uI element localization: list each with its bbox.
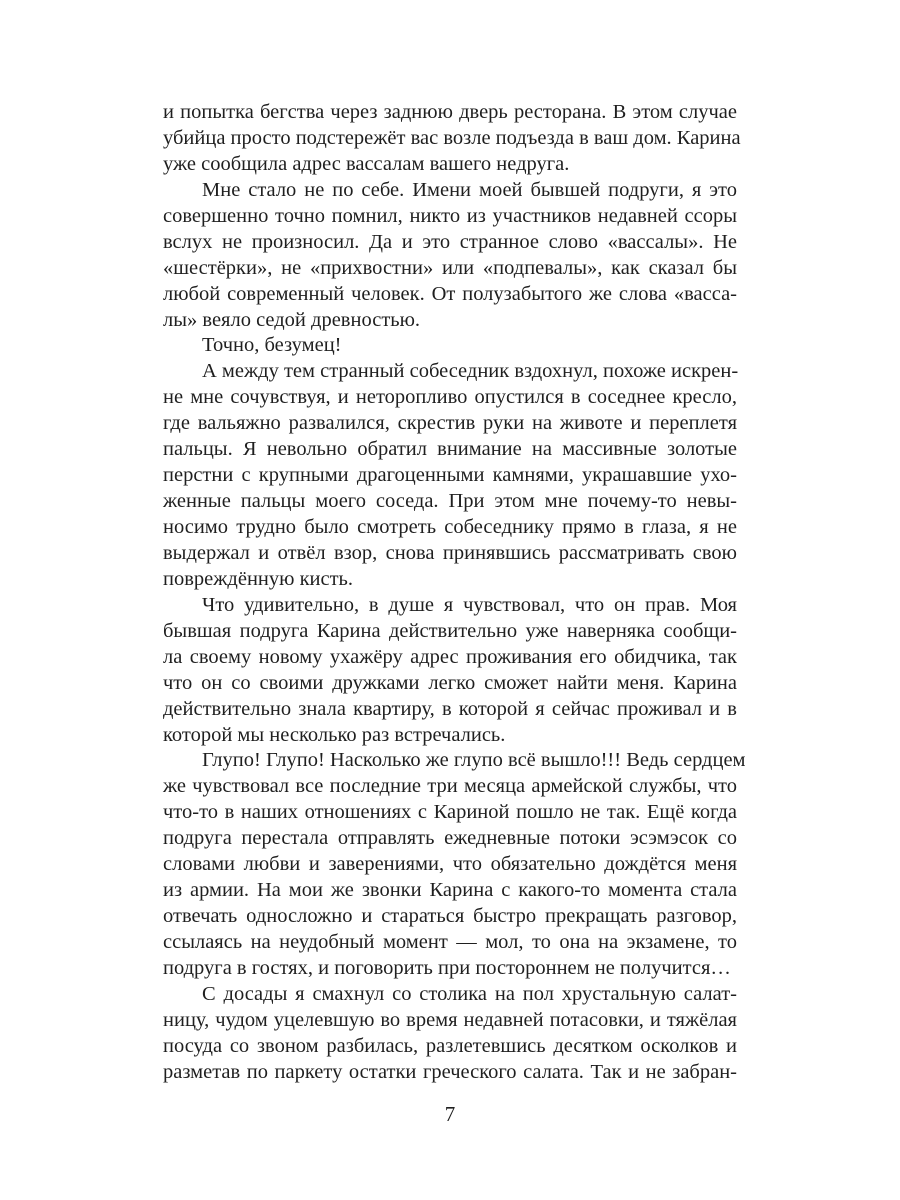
text-line: ла своему новому ухажёру адрес проживания его обидчика, так — [163, 645, 737, 668]
text-line: выдержал и отвёл взор, снова принявшись рассматривать свою — [163, 541, 737, 564]
text-line: подруга в гостях, и поговорить при постороннем не получится… — [163, 956, 731, 979]
text-line: С досады я смахнул со столика на пол хрустальную салат- — [202, 982, 737, 1005]
text-line: бывшая подруга Карина действительно уже наверняка сообщи- — [163, 619, 737, 642]
paragraph-6 — [163, 748, 746, 981]
text-line: совершенно точно помнил, никто из участников недавней ссоры — [163, 204, 737, 227]
text-line: словами любви и заверениями, что обязательно дождётся меня — [163, 853, 737, 876]
text-line: перстни с крупными драгоценными камнями, украшавшие ухо- — [163, 464, 737, 487]
text-line: женные пальцы моего соседа. При этом мне почему-то невы- — [163, 490, 737, 513]
text-line: Что удивительно, в душе я чувствовал, что он прав. Моя — [202, 593, 737, 616]
text-line: Мне стало не по себе. Имени моей бывшей подруги, я это — [202, 178, 737, 201]
text-line: уже сообщила адрес вассалам вашего недруга. — [163, 152, 570, 175]
paragraph-5 — [163, 593, 737, 749]
text-line: и попытка бегства через заднюю дверь ресторана. В этом случае — [163, 101, 737, 123]
paragraph-1 — [163, 100, 741, 178]
paragraph-3 — [163, 333, 737, 359]
paragraph-2 — [163, 178, 737, 334]
paragraph-4 — [163, 359, 737, 592]
text-line: посуда со звоном разбилась, разлетевшись десятком осколков и — [163, 1034, 737, 1057]
text-line: пальцы. Я невольно обратил внимание на массивные золотые — [163, 438, 737, 461]
text-line: не мне сочувствуя, и неторопливо опустился в соседнее кресло, — [163, 386, 737, 409]
text-line: любой современный человек. От полузабытого же слова «васса- — [163, 282, 737, 305]
text-line: ницу, чудом уцелевшую во время недавней потасовки, и тяжёлая — [163, 1008, 737, 1031]
body-text — [163, 100, 746, 1086]
text-line: разметав по паркету остатки греческого салата. Так и не забран- — [163, 1060, 737, 1083]
text-line: же чувствовал все последние три месяца армейской службы, что — [163, 775, 737, 798]
text-line: где вальяжно развалился, скрестив руки на животе и переплетя — [163, 412, 737, 435]
text-line: носимо трудно было смотреть собеседнику прямо в глаза, я не — [163, 516, 737, 538]
text-line: что он со своими дружками легко сможет найти меня. Карина — [163, 671, 737, 694]
text-line: Глупо! Глупо! Насколько же глупо всё вышло!!! Ведь сердцем — [202, 749, 746, 772]
text-line: отвечать односложно и стараться быстро прекращать разговор, — [163, 905, 737, 928]
text-line: из армии. На мои же звонки Карина с какого-то момента стала — [163, 879, 737, 902]
text-line: которой мы несколько раз встречались. — [163, 723, 506, 746]
text-line: действительно знала квартиру, в которой я сейчас проживал и в — [163, 697, 737, 720]
text-line: подруга перестала отправлять ежедневные потоки эсэмэсок со — [163, 827, 737, 850]
text-line: А между тем странный собеседник вздохнул, похоже искрен- — [202, 360, 739, 383]
text-line: вслух не произносил. Да и это странное слово «вассалы». Не — [163, 230, 737, 253]
page-number: 7 — [444, 1102, 456, 1126]
text-line: повреждённую кисть. — [163, 567, 354, 590]
text-line: что-то в наших отношениях с Кариной пошло не так. Ещё когда — [163, 801, 737, 824]
text-line: Точно, безумец! — [202, 334, 342, 357]
text-line: ссылаясь на неудобный момент — мол, то она на экзамене, то — [163, 931, 737, 953]
text-line: «шестёрки», не «прихвостни» или «подпевалы», как сказал бы — [163, 256, 737, 279]
text-line: убийца просто подстережёт вас возле подъезда в ваш дом. Карина — [163, 126, 741, 149]
paragraph-7 — [163, 982, 737, 1086]
text-line: лы» веяло седой древностью. — [163, 308, 421, 331]
